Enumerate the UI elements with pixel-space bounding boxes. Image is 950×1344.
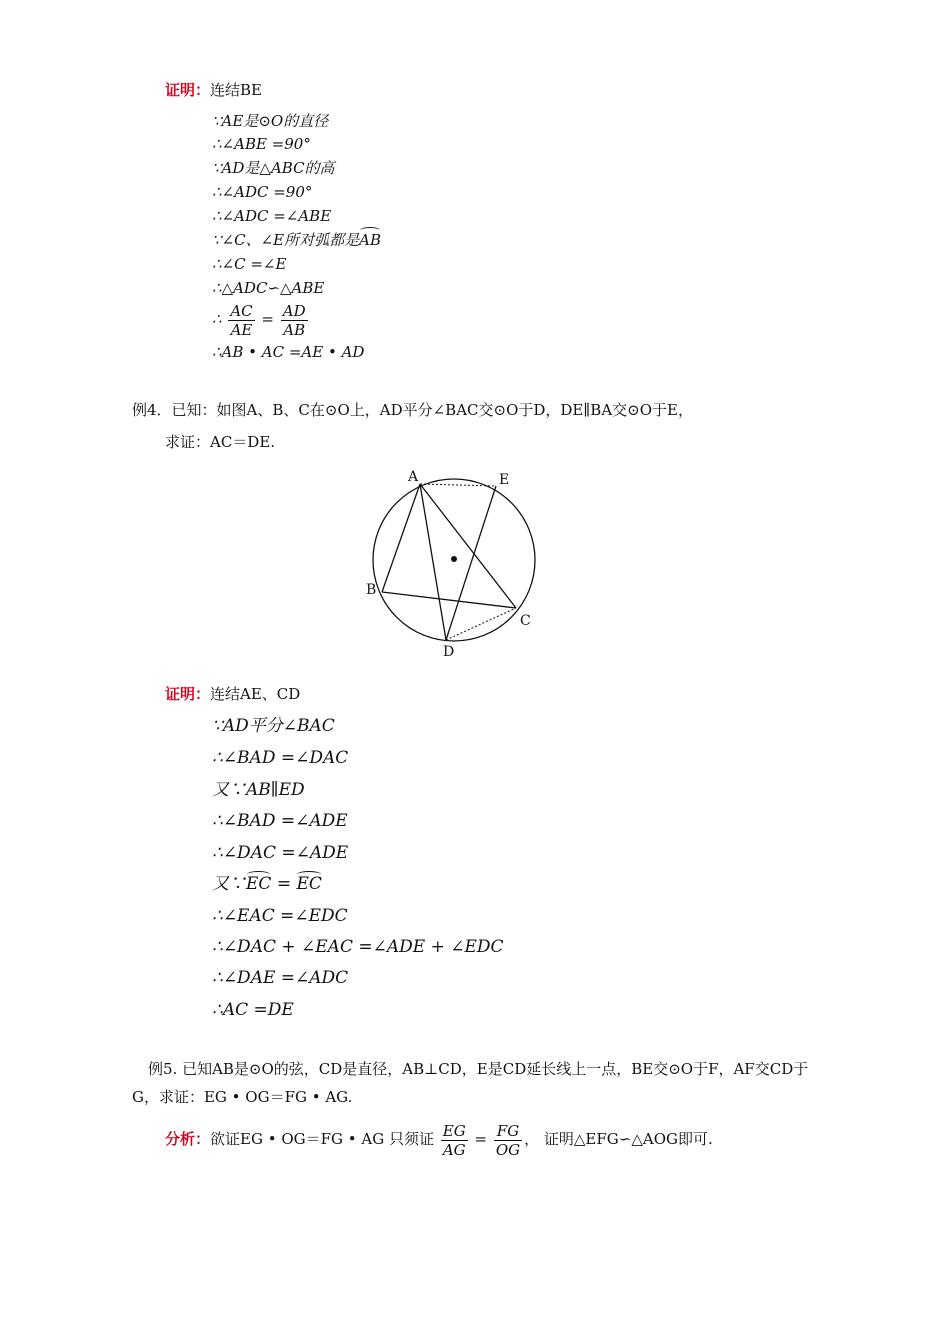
fraction-numerator: AC <box>230 301 253 320</box>
proof-label: 证明： <box>165 685 211 703</box>
proof1-line-1: ∵AE是⊙O的直径 <box>212 112 329 130</box>
proof1-line-2: ∴∠ABE =90° <box>212 135 311 153</box>
segment-cd-dotted <box>446 608 516 640</box>
proof2-line-1: ∵AD平分∠BAC <box>212 716 335 736</box>
arc-ec-right: EC <box>296 874 322 894</box>
segment-ad <box>420 484 446 640</box>
segment-bc <box>382 592 516 608</box>
proof1-line-8: ∴△ADC∽△ABE <box>212 279 325 297</box>
proof2-line-5: ∴∠DAC =∠ADE <box>212 843 349 863</box>
proof2-line-7: ∴∠EAC =∠EDC <box>212 906 348 926</box>
segment-de <box>446 486 496 640</box>
analysis-label: 分析： <box>165 1130 211 1148</box>
proof1-line-10: ∴AB • AC =AE • AD <box>212 343 365 361</box>
proof2-line-9: ∴∠DAE =∠ADC <box>212 968 349 988</box>
fraction-fg-og <box>494 1122 522 1159</box>
fraction-ac-ae <box>228 302 254 339</box>
analysis-post: ， 证明△EFG∽△AOG即可. <box>524 1130 713 1148</box>
proof1-intro: 连结BE <box>210 81 262 99</box>
fraction-eg-ag <box>441 1122 468 1159</box>
equals-sign: = <box>474 1130 488 1148</box>
proof2-line-2: ∴∠BAD =∠DAC <box>212 748 349 768</box>
proof1-line-5: ∴∠ADC =∠ABE <box>212 207 332 225</box>
equals-sign: = <box>261 310 274 328</box>
proof2-intro: 连结AE、CD <box>210 685 301 703</box>
center-point <box>451 556 457 562</box>
proof1-heading <box>165 80 262 100</box>
arc-ab-label: AB <box>359 231 381 249</box>
fraction-numerator: FG <box>494 1122 522 1141</box>
fraction-denominator: AG <box>442 1140 466 1159</box>
example5-statement-2: G，求证：EG • OG＝FG • AG. <box>132 1088 353 1106</box>
point-d-label: D <box>443 644 455 660</box>
example5-statement: 例5. 已知AB是⊙O的弦，CD是直径，AB⊥CD，E是CD延长线上一点，BE交⊙O于F，AF交CD于 <box>148 1060 809 1078</box>
proof1-line-6-text: ∵∠C、∠E所对弧都是 <box>212 231 360 249</box>
proof2-line-8: ∴∠DAC + ∠EAC =∠ADE + ∠EDC <box>212 937 504 957</box>
fraction-ad-ab <box>281 302 308 339</box>
therefore-symbol: ∴ <box>212 310 222 328</box>
point-c-label: C <box>520 613 531 629</box>
arc-ec-left: EC <box>246 874 272 894</box>
proof1-line-6 <box>212 230 381 250</box>
proof2-line-6 <box>212 874 322 894</box>
example4-statement: 例4．已知：如图A、B、C在⊙O上，AD平分∠BAC交⊙O于D，DE∥BA交⊙O于E， <box>132 401 693 419</box>
circle-figure <box>360 462 540 662</box>
example4-prove: 求证：AC＝DE. <box>165 433 276 451</box>
proof2-line-3: 又∵AB∥ED <box>212 780 305 800</box>
proof1-line-7: ∴∠C =∠E <box>212 255 287 273</box>
fraction-numerator: AD <box>282 301 306 320</box>
proof1-line-3: ∵AD是△ABC的高 <box>212 159 335 177</box>
point-e-label: E <box>499 472 510 488</box>
fraction-denominator: OG <box>495 1140 521 1159</box>
segment-ac <box>420 484 516 608</box>
point-a-label: A <box>408 469 419 485</box>
fraction-denominator: AE <box>230 320 253 339</box>
proof-label: 证明： <box>165 81 211 99</box>
example5-analysis <box>165 1118 713 1160</box>
proof2-line-4: ∴∠BAD =∠ADE <box>212 811 348 831</box>
analysis-pre: 欲证EG • OG＝FG • AG 只须证 <box>210 1130 434 1148</box>
fraction-numerator: EG <box>442 1121 466 1140</box>
equals-sign: = <box>271 874 297 894</box>
point-b-label: B <box>366 582 377 598</box>
proof2-line-10: ∴AC =DE <box>212 1000 294 1020</box>
proof1-line-9 <box>212 300 310 339</box>
proof2-heading <box>165 684 300 704</box>
segment-ab <box>382 484 420 592</box>
proof2-line-6-text: 又∵ <box>212 874 246 894</box>
proof1-line-4: ∴∠ADC =90° <box>212 183 313 201</box>
fraction-denominator: AB <box>283 320 306 339</box>
